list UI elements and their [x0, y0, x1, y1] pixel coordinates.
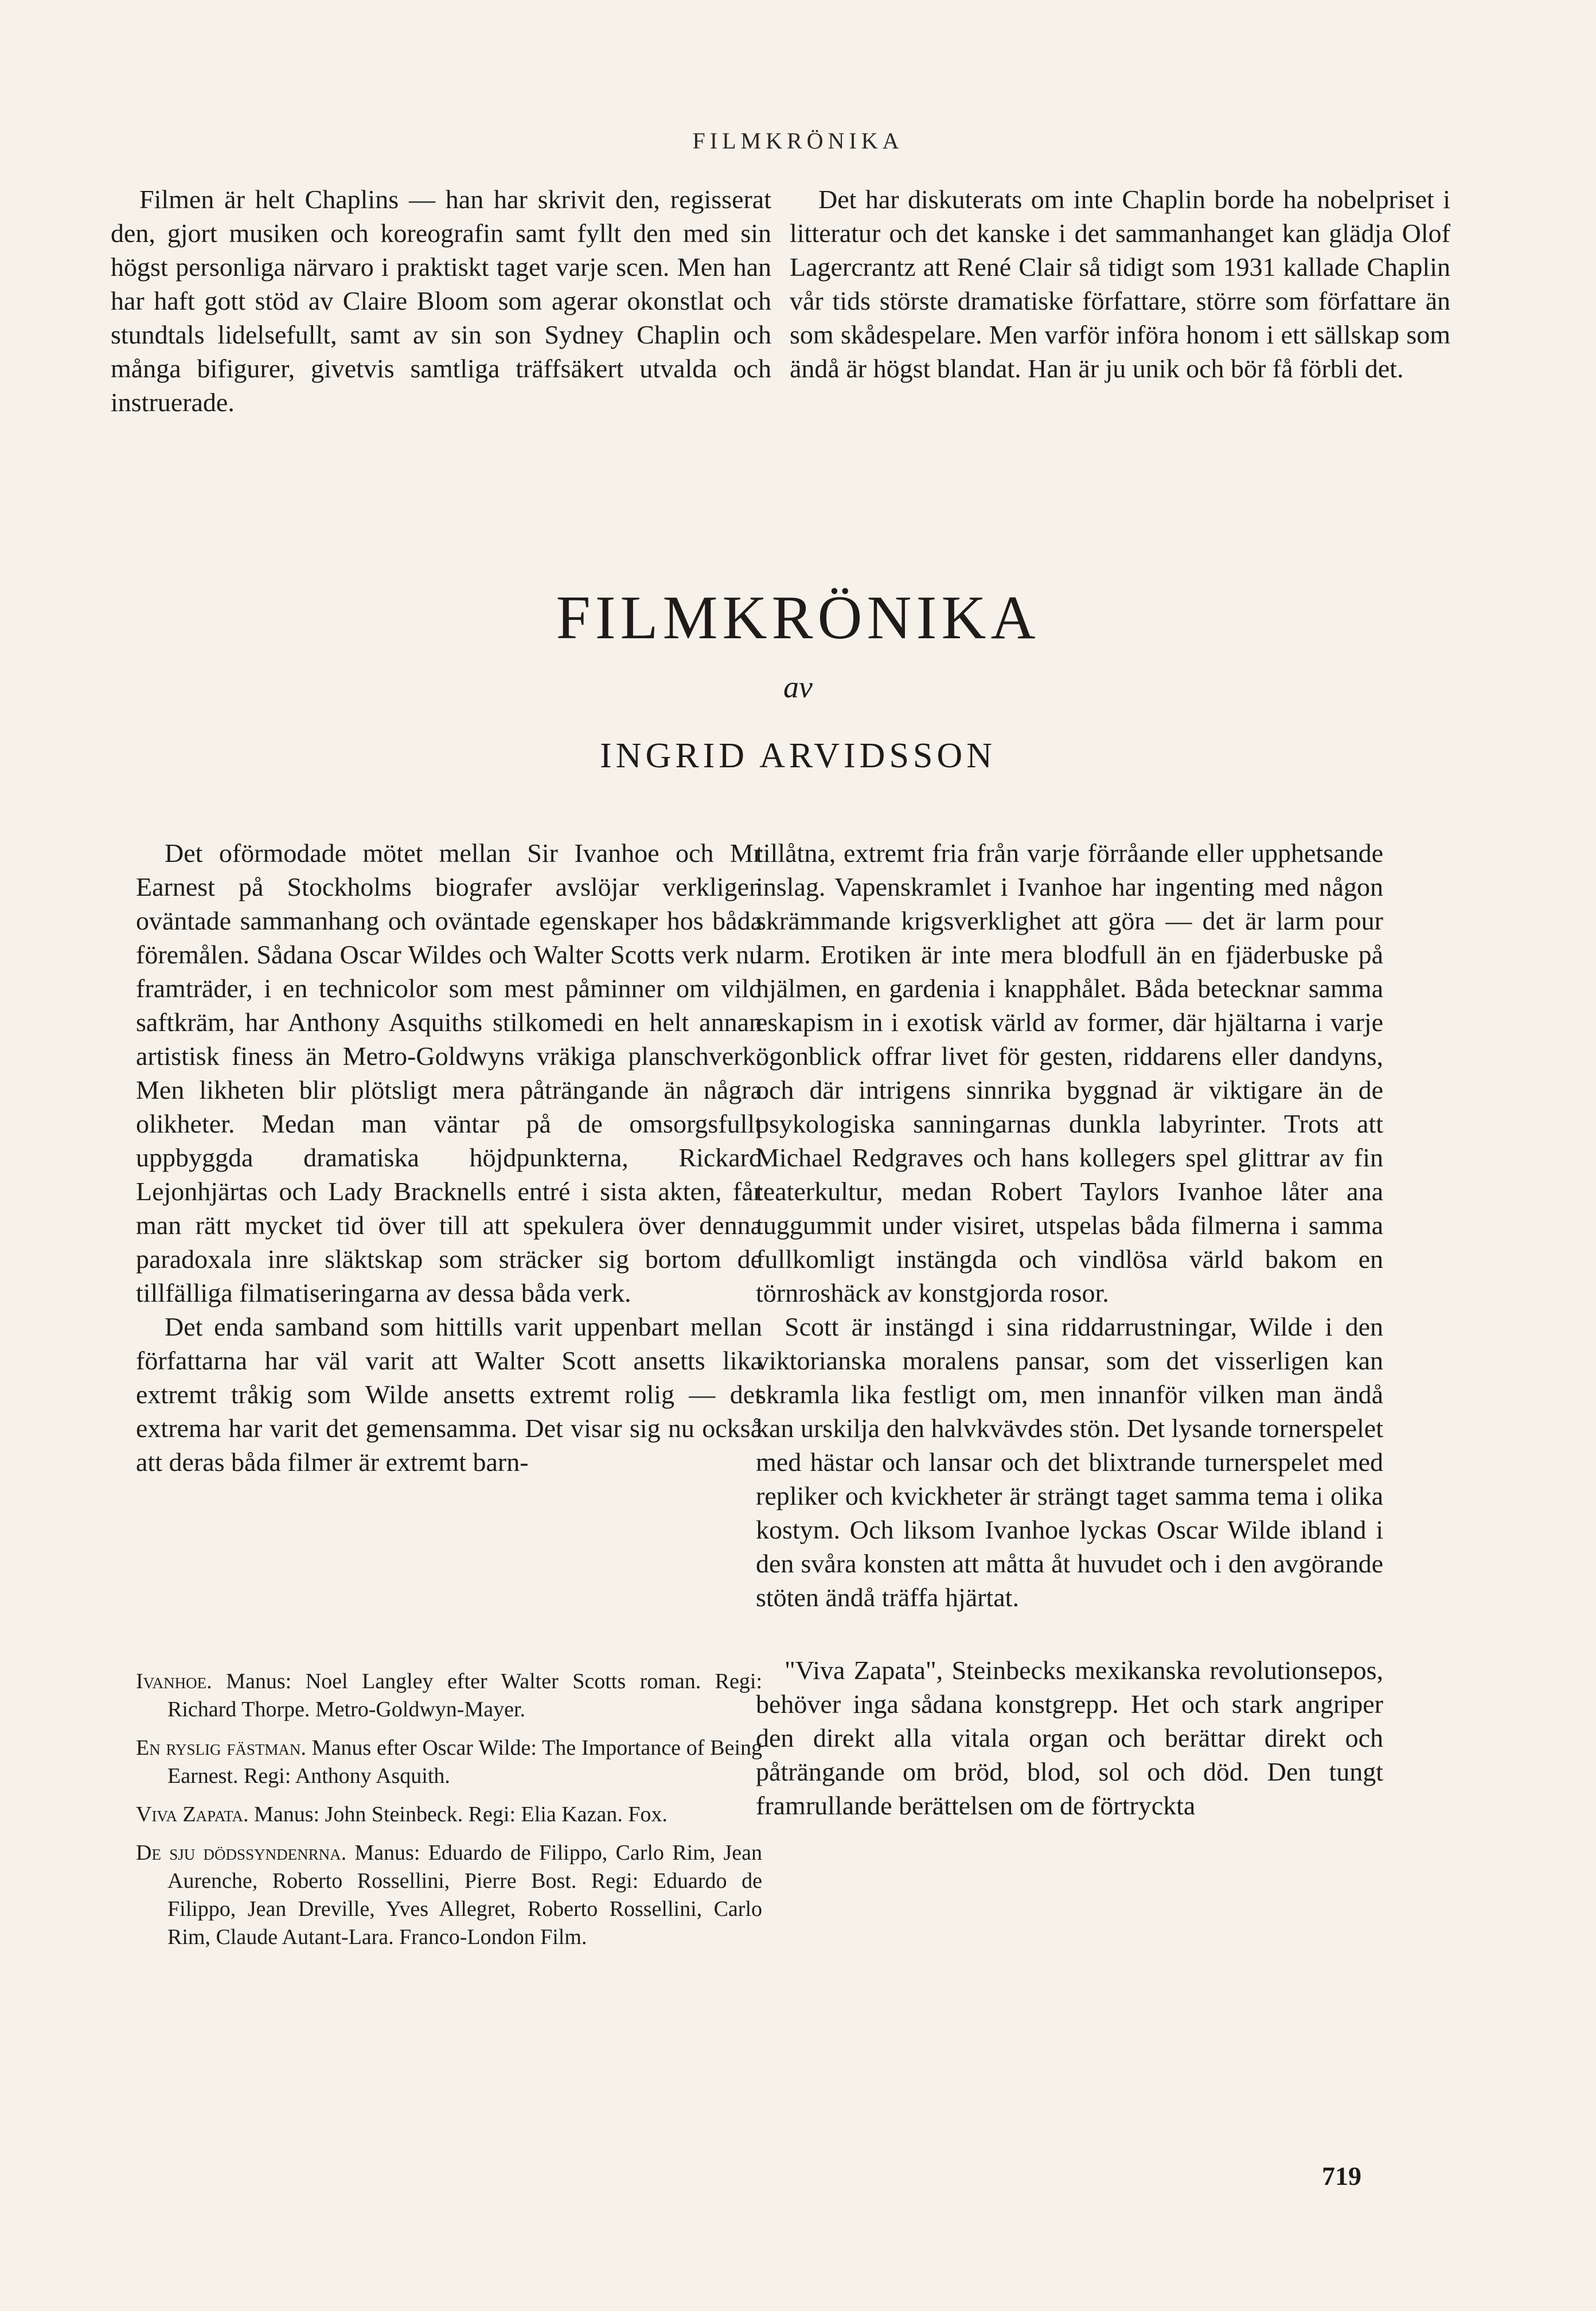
paragraph: Filmen är helt Chaplins — han har skrivit den, regisserat den, gjort musiken och koreografin samt fyllt den med sin högst personliga närvaro i praktiskt taget varje scen. Men han har haft gott stöd av Claire Bloom som agerar okonstlat och stundtals lidelsefullt, samt av sin son Sydney Chaplin och många bifigurer, givetvis samtliga träffsäkert utvalda och instruerade. — [111, 185, 771, 417]
left-column — [136, 836, 762, 1479]
page-number: 719 — [1322, 2161, 1361, 2191]
film-credits — [136, 1668, 762, 1962]
credit-film-title: Ivanhoe. — [136, 1669, 212, 1693]
credit-entry — [136, 1734, 762, 1790]
author-name: INGRID ARVIDSSON — [600, 736, 996, 775]
paragraph: tillåtna, extremt fria från varje förråande eller upphetsande inslag. Vapenskramlet i Ivanhoe har ingenting med någon skrämmande krigsverklighet att göra — det är larm pour larm. Erotiken är inte mera blodfull än en fjäderbuske på hjälmen, en gardenia i knapphålet. Båda betecknar samma eskapism in i exotisk värld av former, där hjältarna i varje ögonblick offrar livet för gesten, riddarens eller dandyns, och där intrigens sinnrika byggnad är viktigare än de psykologiska sanningarnas dunkla labyrinter. Trots att Michael Redgraves och hans kollegers spel glittrar av fin teaterkultur, medan Robert Taylors Ivanhoe låter ana tuggummit under visiret, utspelas båda filmerna i samma fullkomligt instängda och vindlösa värld bakom en törnroshäck av konstgjorda rosor. — [756, 838, 1383, 1307]
credit-film-title: Viva Zapata. — [136, 1802, 249, 1826]
top-left-column — [111, 182, 771, 419]
credit-text: Manus efter Oscar Wilde: The Importance of Being Earnest. Regi: Anthony Asquith. — [167, 1736, 763, 1788]
credit-entry — [136, 1801, 762, 1829]
article-title-block — [0, 584, 1596, 779]
credit-entry — [136, 1668, 762, 1724]
paragraph: Det oförmodade mötet mellan Sir Ivanhoe och Mr Earnest på Stockholms biografer avslöjar verkligen oväntade sammanhang och oväntade egenskaper hos båda föremålen. Sådana Oscar Wildes och Walter Scotts verk nu framträder, i en technicolor som mest påminner om vild saftkräm, har Anthony Asquiths stilkomedi en helt annan artistisk finess än Metro-Goldwyns vräkiga planschverk. Men likheten blir plötsligt mera påträngande än några olikheter. Medan man väntar på de omsorgsfullt uppbyggda dramatiska höjdpunkterna, Rickard Lejonhjärtas och Lady Bracknells entré i sista akten, får man rätt mycket tid över till att spekulera över denna paradoxala inre släktskap som sträcker sig bortom de tillfälliga filmatiseringarna av dessa båda verk. — [136, 838, 762, 1307]
credit-text: Manus: Noel Langley efter Walter Scotts roman. Regi: Richard Thorpe. Metro-Goldwyn-Mayer. — [167, 1669, 763, 1721]
byline-av: av — [783, 670, 813, 704]
paragraph: Scott är instängd i sina riddarrustningar, Wilde i den viktorianska moralens pansar, som det visserligen kan skramla lika festligt om, men innanför vilken man ändå kan urskilja den halvkvävdes stön. Det lysande tornerspelet med hästar och lansar och det blixtrande turnerspelet med repliker och kvickheter är strängt taget samma tema i olika kostym. Och liksom Ivanhoe lyckas Oscar Wilde ibland i den svåra konsten att måtta åt huvudet och i den avgörande stöten ändå träffa hjärtat. — [756, 1312, 1383, 1612]
credit-entry — [136, 1839, 762, 1951]
running-head: FILMKRÖNIKA — [692, 128, 904, 154]
paragraph: "Viva Zapata", Steinbecks mexikanska revolutionsepos, behöver inga sådana konstgrepp. Het och stark angriper den direkt alla vitala organ och berättar direkt och påträngande om bröd, blod, sol och död. Den tungt framrullande berättelsen om de förtryckta — [756, 1656, 1383, 1820]
paragraph: Det har diskuterats om inte Chaplin borde ha nobelpriset i litteratur och det kanske i det sammanhanget kan glädja Olof Lagercrantz att René Clair så tidigt som 1931 kallade Chaplin vår tids störste dramatiske författare, större som författare än som skådespelare. Men varför införa honom i ett sällskap som ändå är högst blandat. Han är ju unik och bör få förbli det. — [790, 185, 1450, 383]
right-column — [756, 836, 1383, 1822]
credit-text: Manus: John Steinbeck. Regi: Elia Kazan. Fox. — [254, 1802, 668, 1826]
credit-text: Manus: Eduardo de Filippo, Carlo Rim, Jean Aurenche, Roberto Rossellini, Pierre Bost. Regi: Eduardo de Filippo, Jean Dreville, Yves Allegret, Roberto Rossellini, Carlo Rim, Claude Autant-Lara. Franco-London Film. — [167, 1841, 763, 1949]
top-right-column — [790, 182, 1450, 385]
credit-film-title: De sju dödssyndenrna. — [136, 1841, 347, 1865]
article-title: FILMKRÖNIKA — [556, 584, 1040, 652]
section-gap — [756, 1614, 1383, 1653]
credit-film-title: En ryslig fästman. — [136, 1736, 306, 1760]
paragraph: Det enda samband som hittills varit uppenbart mellan författarna har väl varit att Walter Scott ansetts lika extremt tråkig som Wilde ansetts extremt rolig — det extrema har varit det gemensamma. Det visar sig nu också att deras båda filmer är extremt barn- — [136, 1312, 762, 1477]
